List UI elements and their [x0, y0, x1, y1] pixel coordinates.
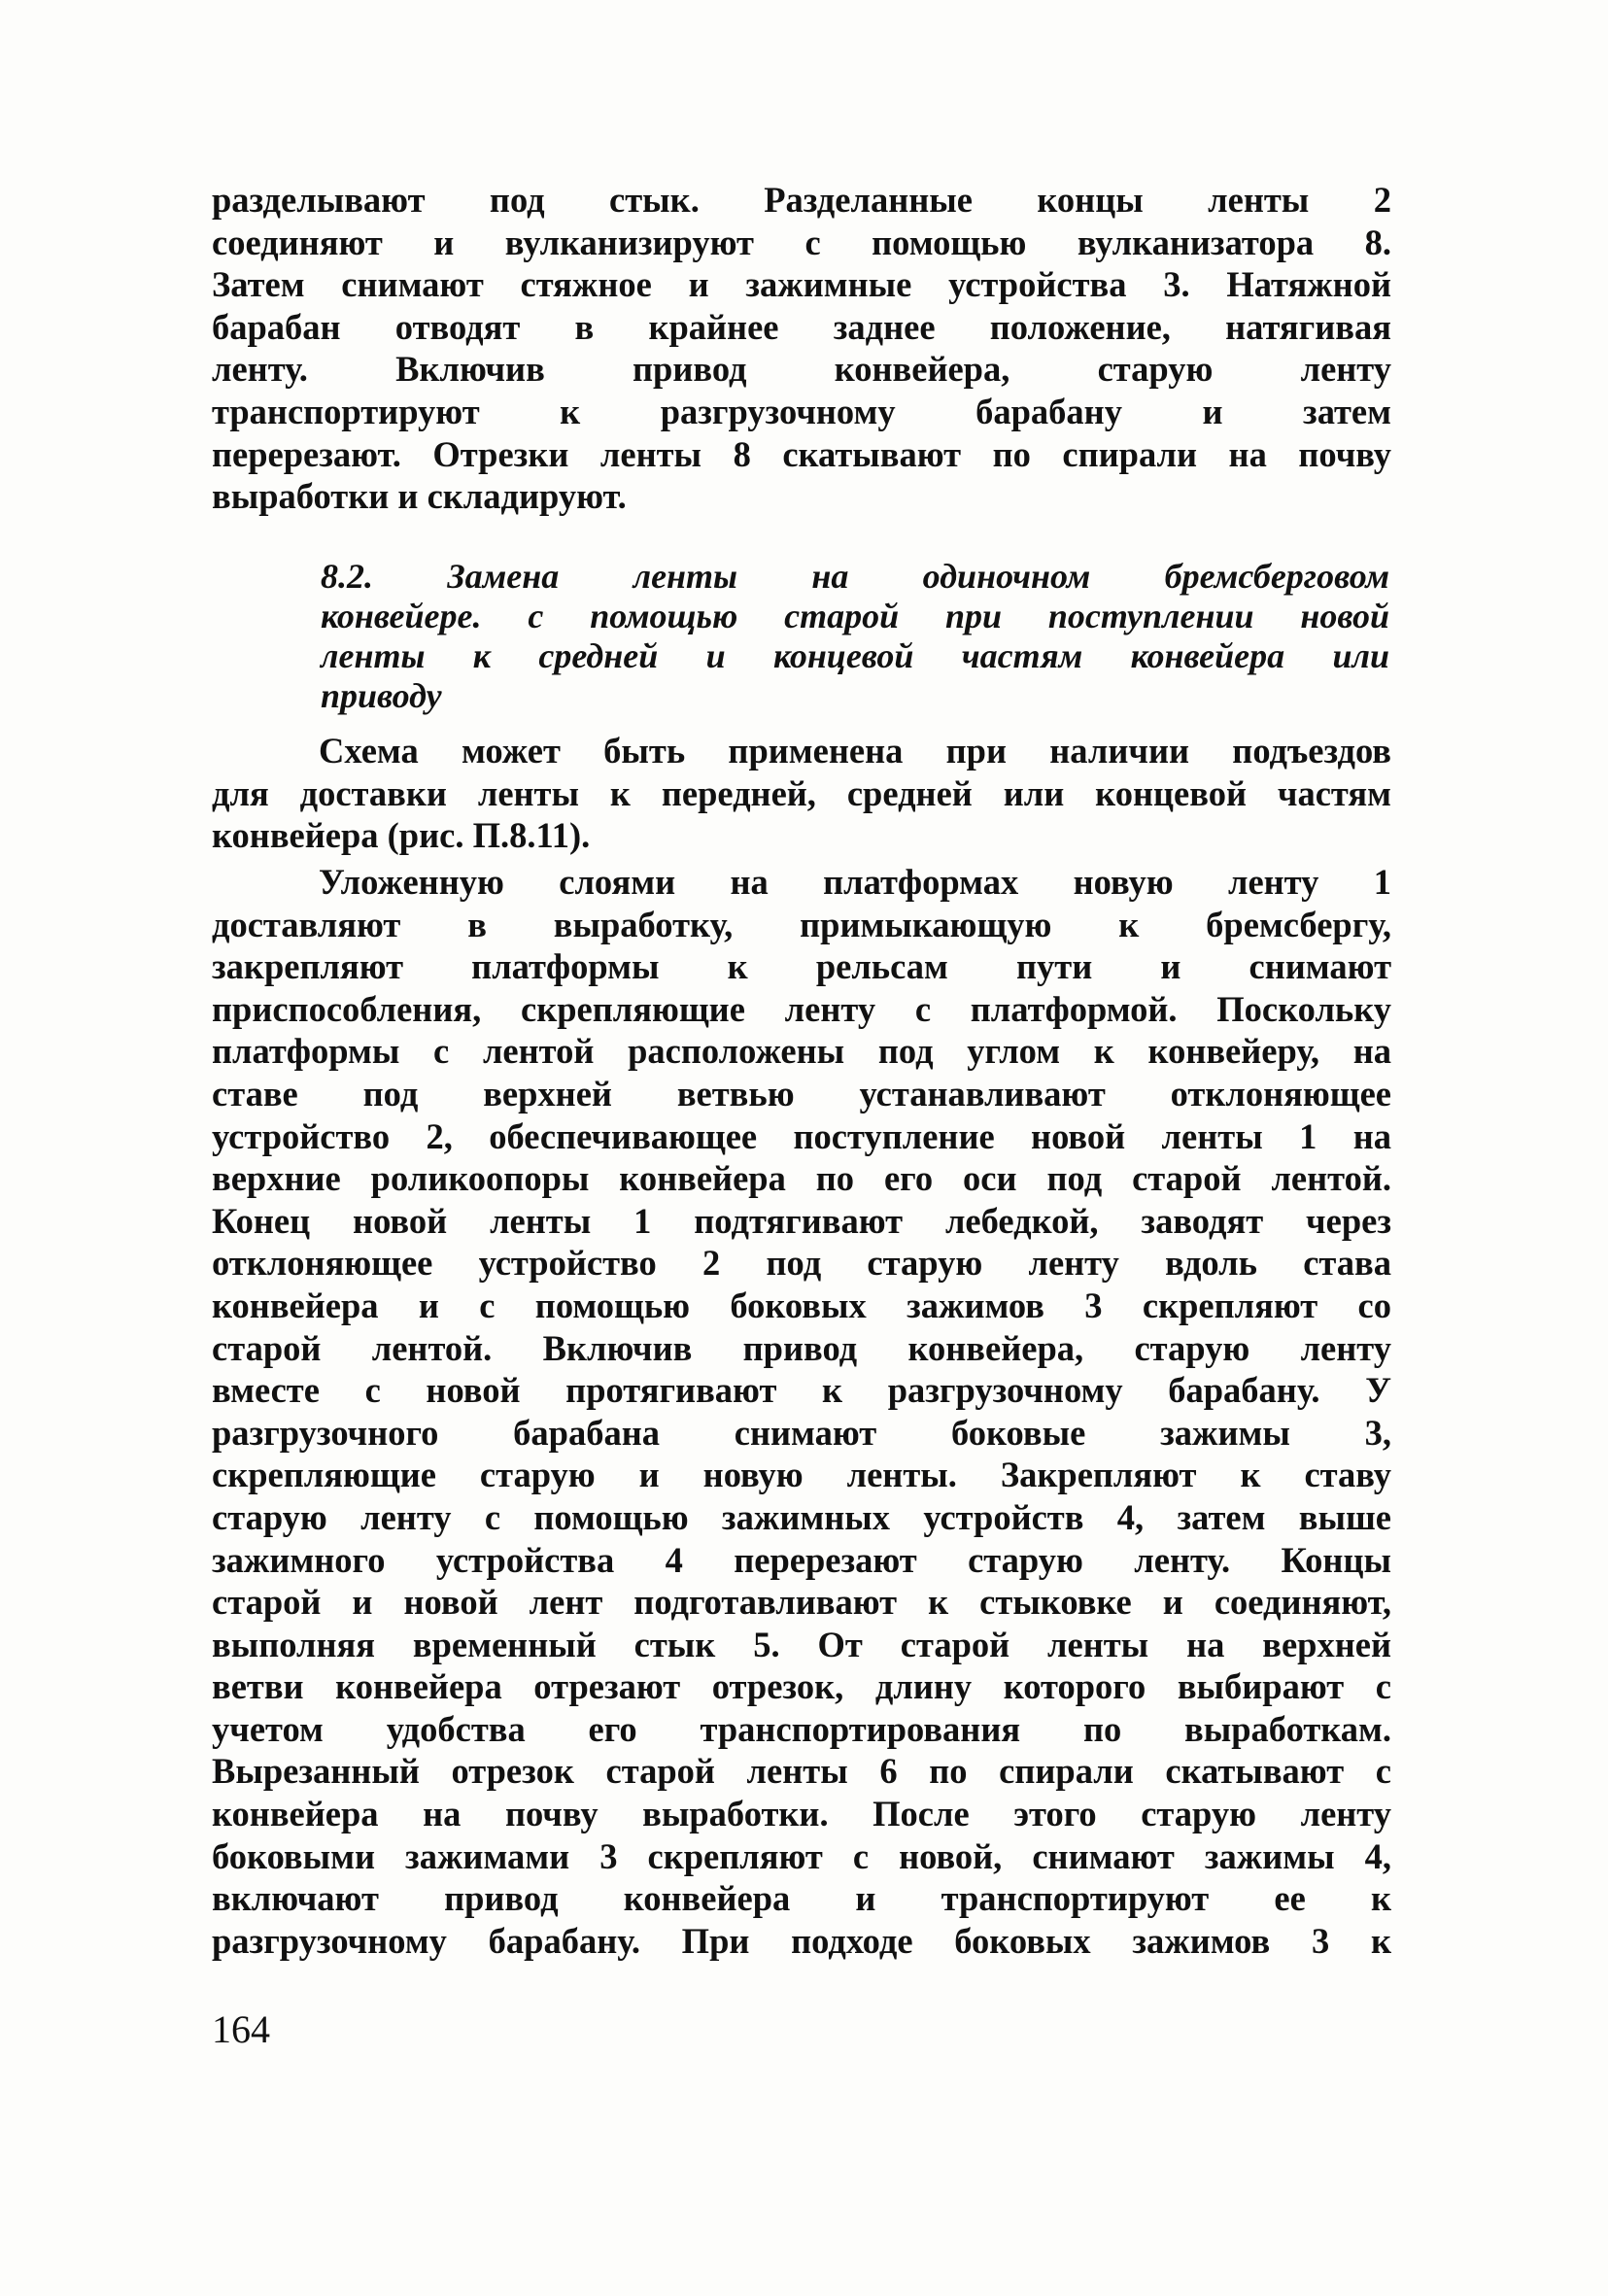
text-line: транспортируют к разгрузочному барабану и затем [212, 391, 1391, 431]
heading-line: ленты к средней и концевой частям конвейера или [321, 636, 1389, 675]
text-line: включают привод конвейера и транспортируют ее к [212, 1878, 1391, 1919]
text-line: перерезают. Отрезки ленты 8 скатывают по спирали на почву [212, 433, 1391, 474]
text-line: разделывают под стык. Разделанные концы ленты 2 [212, 180, 1391, 220]
text-line: конвейера на почву выработки. После этого старую ленту [212, 1794, 1391, 1834]
text-line: Вырезанный отрезок старой ленты 6 по спирали скатывают с [212, 1751, 1391, 1792]
text-line: приспособления, скрепляющие ленту с платформой. Поскольку [212, 988, 1391, 1029]
text-line: выполняя временный стык 5. От старой ленты на верхней [212, 1624, 1391, 1664]
text-line: соединяют и вулканизируют с помощью вулканизатора 8. [212, 222, 1391, 262]
heading-line: 8.2. Замена ленты на одиночном бремсберговом [321, 557, 1389, 596]
heading-line: приводу [321, 676, 442, 715]
text-line: выработки и складируют. [212, 476, 627, 517]
page-number: 164 [212, 2007, 270, 2051]
text-line: старой и новой лент подготавливают к стыковке и соединяют, [212, 1582, 1391, 1623]
text-line: Затем снимают стяжное и зажимные устройства 3. Натяжной [212, 264, 1391, 305]
paragraph-3 [212, 861, 1391, 1962]
text-line: доставляют в выработку, примыкающую к бремсбергу, [212, 904, 1391, 944]
text-line: закрепляют платформы к рельсам пути и снимают [212, 946, 1391, 987]
paragraph-1 [212, 179, 1391, 518]
text-line: учетом удобства его транспортирования по выработкам. [212, 1708, 1391, 1749]
text-line: боковыми зажимами 3 скрепляют с новой, снимают зажимы 4, [212, 1835, 1391, 1876]
text-line: Уложенную слоями на платформах новую ленту 1 [319, 862, 1391, 902]
text-line: отклоняющее устройство 2 под старую ленту вдоль става [212, 1243, 1391, 1284]
text-line: вместе с новой протягивают к разгрузочному барабану. У [212, 1370, 1391, 1411]
text-line: старую ленту с помощью зажимных устройств 4, затем выше [212, 1496, 1391, 1537]
heading-line: конвейере. с помощью старой при поступлении новой [321, 597, 1389, 635]
paragraph-2 [212, 730, 1391, 857]
text-line: ленту. Включив привод конвейера, старую ленту [212, 349, 1391, 390]
text-line: Схема может быть применена при наличии подъездов [319, 731, 1391, 771]
text-line: платформы с лентой расположены под углом к конвейеру, на [212, 1031, 1391, 1072]
text-line: старой лентой. Включив привод конвейера, старую ленту [212, 1327, 1391, 1368]
text-line: конвейера и с помощью боковых зажимов 3 скрепляют со [212, 1285, 1391, 1325]
text-line: скрепляющие старую и новую ленты. Закрепляют к ставу [212, 1455, 1391, 1495]
text-line: Конец новой ленты 1 подтягивают лебедкой, заводят через [212, 1200, 1391, 1241]
section-heading [321, 557, 1389, 716]
text-line: барабан отводят в крайнее заднее положение, натягивая [212, 306, 1391, 347]
text-line: ветви конвейера отрезают отрезок, длину которого выбирают с [212, 1666, 1391, 1707]
text-line: устройство 2, обеспечивающее поступление новой ленты 1 на [212, 1115, 1391, 1156]
text-line: зажимного устройства 4 перерезают старую ленту. Концы [212, 1539, 1391, 1580]
text-line: ставе под верхней ветвью устанавливают отклоняющее [212, 1073, 1391, 1114]
text-line: верхние роликоопоры конвейера по его оси под старой лентой. [212, 1158, 1391, 1199]
text-line: конвейера (рис. П.8.11). [212, 815, 591, 856]
text-line: разгрузочного барабана снимают боковые зажимы 3, [212, 1412, 1391, 1453]
text-line: для доставки ленты к передней, средней или концевой частям [212, 772, 1391, 813]
text-line: разгрузочному барабану. При подходе боковых зажимов 3 к [212, 1920, 1391, 1961]
